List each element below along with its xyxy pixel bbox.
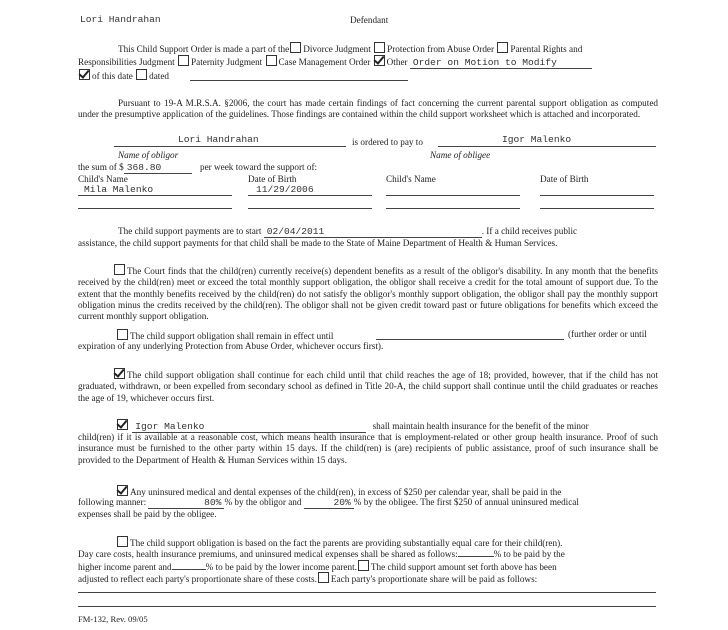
age-18-paragraph — [78, 368, 658, 404]
payment-start-suffix: . If a child receives public — [481, 226, 578, 236]
proportionate-share-checkbox[interactable] — [318, 572, 329, 583]
order-type-line-2 — [78, 55, 592, 69]
insurance-maintain-text: shall maintain health insurance for the benefit of the minor — [372, 421, 589, 431]
equal-care-line-2 — [78, 548, 565, 559]
child-row-2-dob2-line — [540, 208, 654, 209]
disability-text: The Court finds that the child(ren) currently receive(s) dependent benefits as a result of the obligor's disability. In any month that the benefits received by the child(ren) meet or exceed the total monthly support obligation, the obligor shall receive a credit for the total amount of support due. To the extent that the monthly benefits received by the child(ren) do not satisfy the obligor's monthly support obligation, the obligor shall pay the monthly support obligation minus the credits received by the child(ren). The obligor shall not be given credit toward past or future obligations for benefits which exceed the current monthly support obligation. — [78, 266, 658, 322]
obligee-line — [438, 146, 656, 147]
adjusted-amount-text: The child support amount set forth above has been — [370, 562, 557, 572]
protection-from-abuse-label: Protection from Abuse Order — [387, 44, 495, 54]
other-checkbox[interactable] — [374, 55, 385, 66]
child-row-2-dob-line — [248, 208, 372, 209]
obligee-percent-field[interactable]: 20% — [304, 497, 354, 509]
uninsured-suffix: % by the obligee. The first $250 of annual uninsured medical — [353, 497, 579, 507]
uninsured-checkbox[interactable] — [117, 485, 128, 496]
child-1-name-field[interactable]: Mila Malenko — [84, 184, 154, 195]
child-dob-header-2: Date of Birth — [540, 174, 589, 184]
parental-rights-checkbox[interactable] — [497, 42, 508, 53]
lower-income-percent-field[interactable] — [172, 561, 206, 570]
form-id: FM-132, Rev. 09/05 — [78, 614, 148, 624]
name-of-obligee-caption: Name of obligee — [430, 150, 491, 160]
equal-care-line-3 — [78, 560, 557, 572]
responsibilities-label: Responsibilities Judgment — [78, 57, 175, 67]
of-this-date-label: of this date — [92, 71, 133, 81]
order-type-line-1 — [118, 42, 582, 54]
payment-start-date-field[interactable]: 02/04/2011 — [264, 226, 482, 238]
case-management-label: Case Management Order — [278, 57, 371, 67]
child-1-dob-field[interactable]: 11/29/2006 — [256, 184, 314, 195]
paternity-judgment-label: Paternity Judgment — [191, 57, 263, 67]
equal-care-line-1 — [116, 536, 562, 548]
equal-care-line-4 — [78, 572, 537, 584]
proportionate-share-text: Each party's proportionate share will be paid as follows: — [330, 574, 538, 584]
per-week-text: per week toward the support of: — [199, 162, 318, 172]
higher-income-percent-field[interactable] — [458, 548, 494, 557]
further-order-text: (further order or until — [568, 329, 647, 339]
case-management-checkbox[interactable] — [266, 55, 277, 66]
weekly-amount-field[interactable]: 368.80 — [124, 162, 192, 174]
insurance-provider-field[interactable]: Igor Malenko — [132, 421, 366, 433]
sum-prefix: the sum of $ — [78, 162, 124, 172]
child-name-header-1: Child's Name — [78, 174, 128, 184]
equal-care-text-4: adjusted to reflect each party's proportionate share of these costs. — [78, 574, 317, 584]
age-18-text: The child support obligation shall continue for each child until that child reaches the age of 18; provided, however, that if the child has not graduated, withdrawn, or been expelled from secondary school as defined in Title 20-A, the child support shall continue until the child graduates or reaches the age of 19, whichever occurs first. — [78, 370, 658, 403]
dated-checkbox[interactable] — [136, 69, 147, 80]
order-date-line — [78, 69, 169, 81]
disability-paragraph — [78, 264, 658, 322]
statute-paragraph: Pursuant to 19-A M.R.S.A. §2006, the court has made certain findings of fact concerning the current parental support obligation as computed under the presumptive application of the guidelines. Those findings are contained within the child support worksheet which is attached and incorporated. — [78, 98, 658, 120]
payment-start-prefix: The child support payments are to start — [118, 226, 262, 236]
sum-line — [78, 162, 317, 174]
child-row-2-name-line — [78, 208, 232, 209]
other-label: Other — [386, 57, 408, 67]
of-this-date-checkbox[interactable] — [79, 69, 90, 80]
child-dob-header-1: Date of Birth — [248, 174, 297, 184]
insurance-checkbox[interactable] — [117, 419, 128, 430]
child-row-1-name2-line — [386, 195, 520, 196]
insurance-line — [116, 419, 589, 433]
party-role-label: Defendant — [350, 15, 389, 25]
other-value-field[interactable]: Order on Motion to Modify — [410, 57, 592, 69]
expiration-text: expiration of any underlying Protection from Abuse Order, whichever occurs first). — [78, 341, 384, 351]
party-name: Lori Handrahan — [80, 14, 161, 25]
uninsured-prefix: following manner: — [78, 497, 147, 507]
remain-in-effect-field[interactable] — [376, 339, 564, 340]
equal-care-text-2-suffix: % to be paid by the — [493, 549, 565, 559]
part-of-text: This Child Support Order is made a part of the — [118, 44, 290, 54]
parental-rights-label: Parental Rights and — [510, 44, 583, 54]
payment-start-line — [118, 226, 577, 238]
dated-field-line[interactable] — [190, 80, 408, 81]
equal-care-checkbox[interactable] — [117, 536, 128, 547]
child-row-1-name-line — [78, 195, 232, 196]
protection-from-abuse-checkbox[interactable] — [374, 42, 385, 53]
remain-in-effect-line — [116, 329, 333, 341]
remain-in-effect-text: The child support obligation shall remain in effect until — [130, 331, 334, 341]
adjusted-amount-checkbox[interactable] — [358, 560, 369, 571]
child-row-1-dob-line — [248, 195, 372, 196]
proportionate-share-line-1[interactable] — [78, 592, 656, 593]
public-assistance-text: assistance, the child support payments for that child shall be made to the State of Maine Department of Health & Human Services. — [78, 238, 558, 248]
dated-label: dated — [149, 71, 170, 81]
name-of-obligor-caption: Name of obligor — [118, 150, 179, 160]
uninsured-text-1: Any uninsured medical and dental expenses of the child(ren), in excess of $250 per calendar year, shall be paid in the — [130, 487, 562, 497]
uninsured-mid-text: % by the obligor and — [224, 497, 302, 507]
obligor-line — [114, 146, 346, 147]
obligee-name-field[interactable]: Igor Malenko — [502, 134, 572, 145]
divorce-judgment-checkbox[interactable] — [290, 42, 301, 53]
insurance-paragraph: child(ren) if it is available at a reasonable cost, which means health insurance that is employment-related or other group health insurance. Proof of such insurance must be furnished to the other party within 15 days. If the child(ren) is (are) recipients of public assistance, proof of such insurance shall be provided to the Department of Health & Human Services within 15 days. — [78, 432, 658, 465]
child-row-1-dob2-line — [540, 195, 654, 196]
uninsured-line-2 — [78, 497, 579, 509]
uninsured-line-1 — [116, 485, 561, 497]
obligor-percent-field[interactable]: 80% — [148, 497, 224, 509]
equal-care-text-3-mid: % to be paid by the lower income parent. — [205, 562, 357, 572]
age-18-checkbox[interactable] — [114, 368, 125, 379]
paternity-judgment-checkbox[interactable] — [178, 55, 189, 66]
equal-care-text-1: The child support obligation is based on the fact the parents are providing substantially equal care for their child(ren). — [130, 538, 563, 548]
obligor-name-field[interactable]: Lori Handrahan — [178, 134, 259, 145]
child-name-header-2: Child's Name — [386, 174, 436, 184]
uninsured-text-3: expenses shall be paid by the obligee. — [78, 509, 217, 519]
divorce-judgment-label: Divorce Judgment — [303, 44, 371, 54]
child-row-2-name2-line — [386, 208, 520, 209]
proportionate-share-line-2[interactable] — [78, 606, 656, 607]
remain-in-effect-checkbox[interactable] — [117, 329, 128, 340]
equal-care-text-2: Day care costs, health insurance premiums, and uninsured medical expenses shall be shared as follows: — [78, 549, 458, 559]
equal-care-text-3: higher income parent and — [78, 562, 172, 572]
disability-checkbox[interactable] — [114, 264, 125, 275]
ordered-to-pay-text: is ordered to pay to — [352, 137, 423, 147]
